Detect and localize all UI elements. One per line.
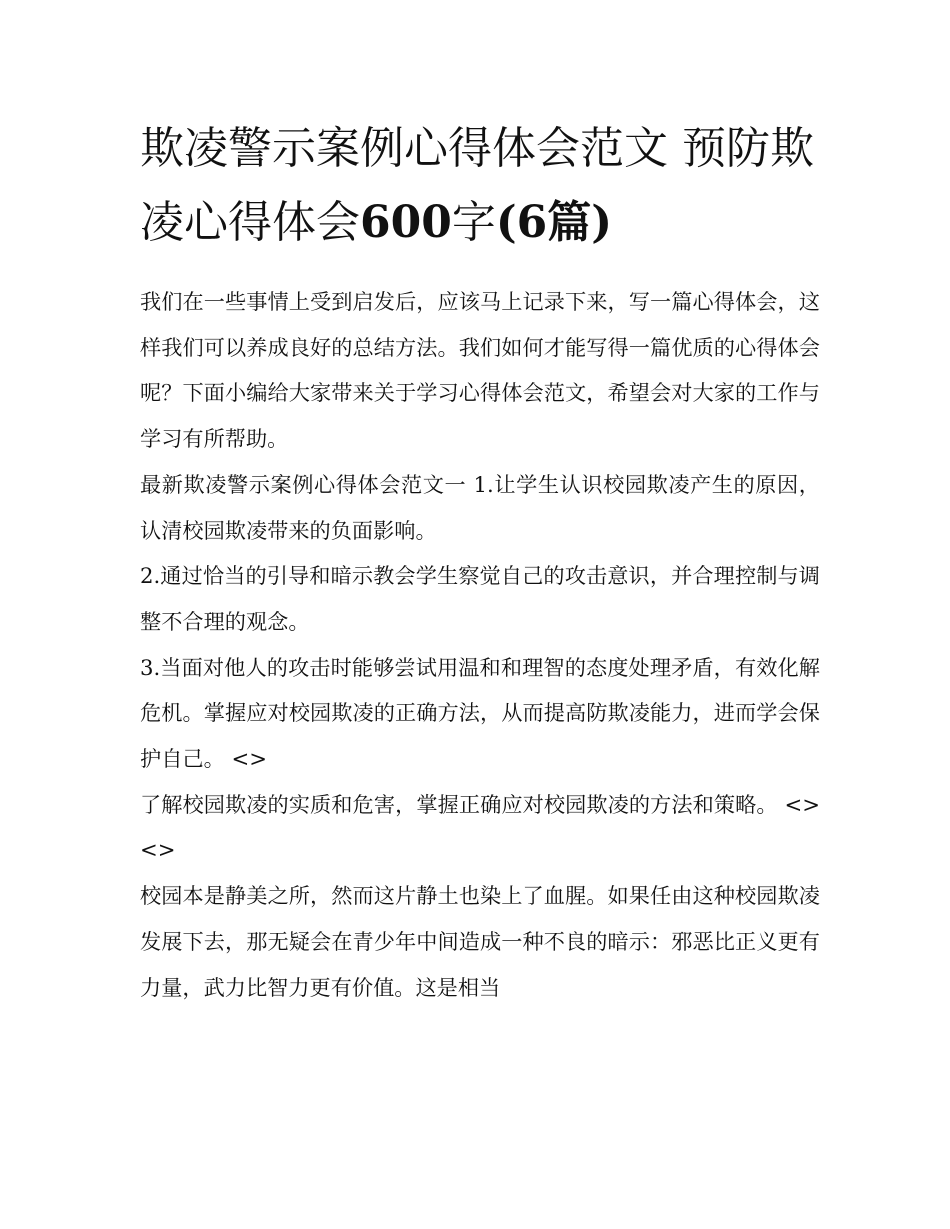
document-body: [140, 279, 820, 1010]
title-text-1: 欺凌警示案例心得体会范文 预防欺凌心得体会: [140, 123, 814, 248]
title-text-2: 字: [451, 197, 496, 248]
title-count: (6: [495, 197, 548, 248]
paragraph-discussion: 校园本是静美之所，然而这片静土也染上了血腥。如果任由这种校园欺凌发展下去，那无疑会在青少年中间造成一种不良的暗示：邪恶比正义更有力量，武力比智力更有价值。这是相当: [140, 883, 820, 1000]
document-title: [140, 112, 830, 260]
title-text-3: 篇): [547, 197, 613, 248]
title-number: 600: [360, 197, 452, 248]
paragraph-item-1: 最新欺凌警示案例心得体会范文一 1.让学生认识校园欺凌产生的原因，认清校园欺凌带来的负面影响。: [140, 471, 820, 543]
paragraph-intro: 我们在一些事情上受到启发后，应该马上记录下来，写一篇心得体会，这样我们可以养成良好的总结方法。我们如何才能写得一篇优质的心得体会呢？下面小编给大家带来关于学习心得体会范文，希望会对大家的工作与学习有所帮助。: [140, 289, 820, 452]
paragraph-item-2: 2.通过恰当的引导和暗示教会学生察觉自己的攻击意识，并合理控制与调整不合理的观念。: [140, 563, 820, 634]
paragraph-goal: 了解校园欺凌的实质和危害，掌握正确应对校园欺凌的方法和策略。 <> <>: [140, 791, 820, 863]
paragraph-item-3: 3.当面对他人的攻击时能够尝试用温和和理智的态度处理矛盾，有效化解危机。掌握应对校园欺凌的正确方法，从而提高防欺凌能力，进而学会保护自己。 <>: [140, 654, 820, 772]
